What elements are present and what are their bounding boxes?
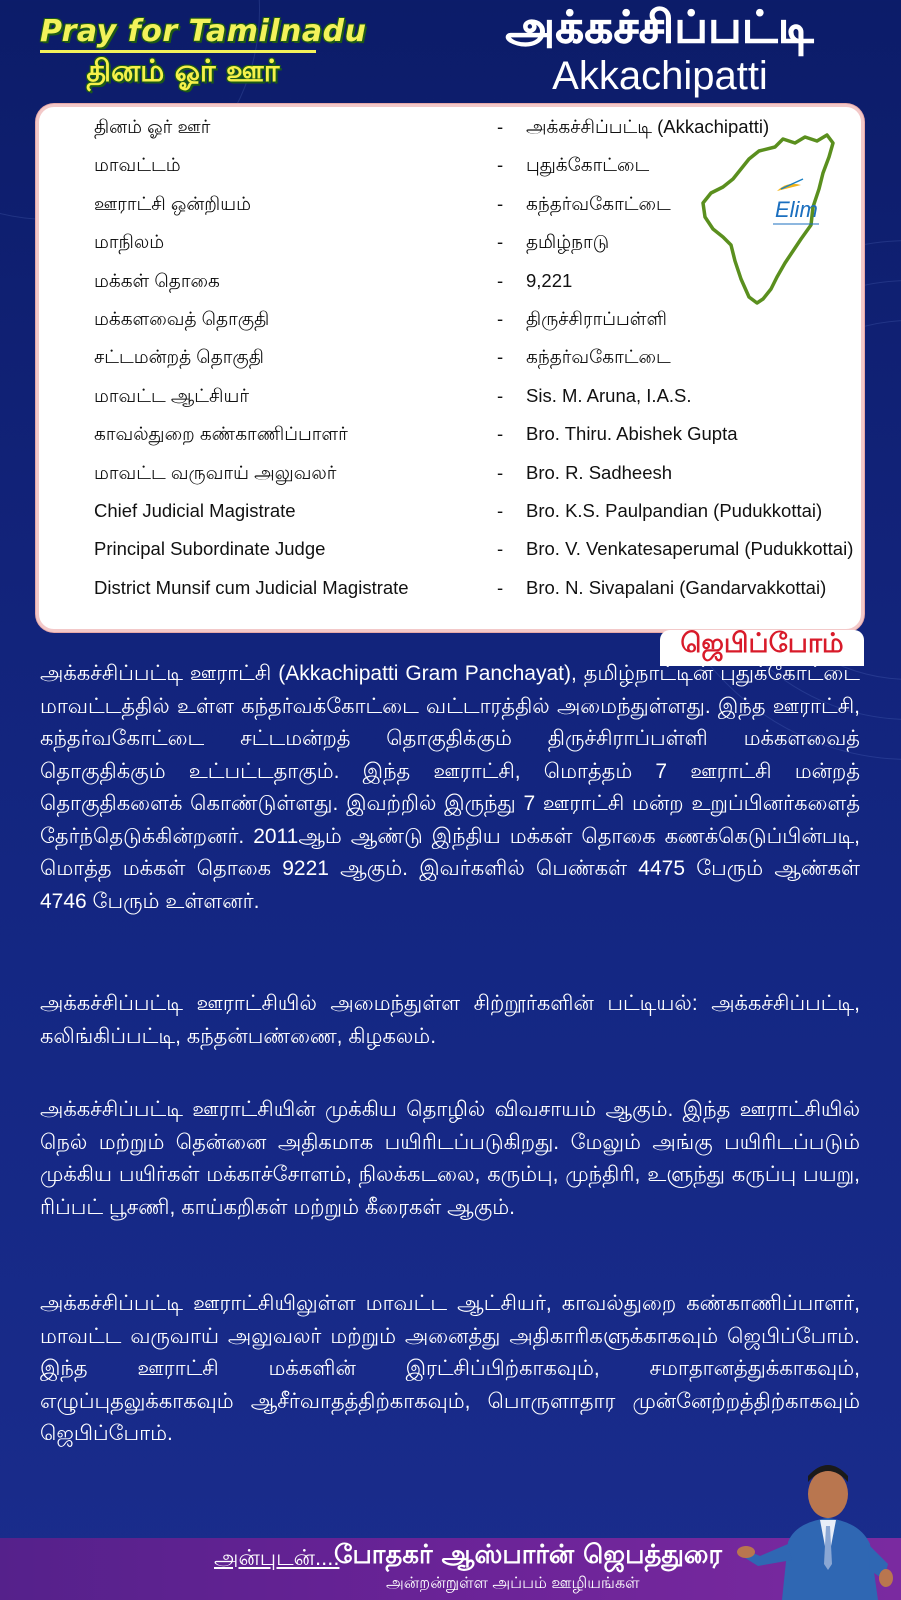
info-label: தினம் ஓர் ஊர் — [94, 116, 211, 137]
info-value: Bro. R. Sadheesh — [526, 461, 673, 483]
info-separator: - — [497, 154, 504, 176]
info-value: Sis. M. Aruna, I.A.S. — [526, 384, 692, 406]
elim-logo-text: Elim — [775, 197, 818, 222]
info-value: Bro. N. Sivapalani (Gandarvakkottai) — [526, 576, 827, 598]
info-value: கந்தர்வகோட்டை — [526, 192, 671, 214]
paragraph-hamlets: அக்கச்சிப்பட்டி ஊராட்சியில் அமைந்துள்ள சிற்றூர்களின் பட்டியல்: அக்கச்சிப்பட்டி, கலிங்கிப்பட்டி, கந்தன்பண்ணை, கிழகலம். — [40, 992, 860, 1048]
info-separator: - — [497, 231, 504, 253]
info-row — [94, 385, 854, 415]
info-value: திருச்சிராப்பள்ளி — [526, 308, 667, 329]
village-name-tamil: அக்கச்சிப்பட்டி — [505, 2, 815, 53]
info-separator: - — [497, 192, 504, 214]
info-label: District Munsif cum Judicial Magistrate — [94, 576, 409, 598]
info-value: புதுக்கோட்டை — [526, 154, 650, 176]
info-row — [94, 346, 854, 376]
info-separator: - — [497, 576, 504, 598]
village-name-english: Akkachipatti — [552, 54, 768, 98]
pastor-name: போதகர் ஆஸ்பார்ன் ஜெபத்துரை — [334, 1540, 722, 1570]
info-value: Bro. K.S. Paulpandian (Pudukkottai) — [526, 500, 823, 521]
daily-village-title: தினம் ஓர் ஊர் — [86, 54, 280, 89]
prayer-badge: ஜெபிப்போம் — [680, 628, 844, 659]
info-label: Principal Subordinate Judge — [94, 538, 326, 560]
header — [0, 0, 901, 104]
info-row — [94, 193, 854, 223]
info-value: 9,221 — [526, 269, 573, 291]
info-separator: - — [497, 538, 504, 560]
info-label: ஊராட்சி ஒன்றியம் — [94, 192, 251, 214]
pray-for-tamilnadu-title: Pray for Tamilnadu — [40, 14, 367, 49]
info-value: தமிழ்நாடு — [526, 231, 610, 253]
info-row — [94, 116, 854, 146]
info-row — [94, 500, 854, 530]
info-separator: - — [497, 384, 504, 406]
pastor-photo — [736, 1452, 901, 1600]
info-label: மாவட்ட வருவாய் அலுவலர் — [94, 461, 337, 483]
info-separator: - — [497, 308, 504, 329]
info-separator: - — [497, 346, 504, 368]
ministry-name: அன்றன்றுள்ள அப்பம் ஊழியங்கள் — [386, 1575, 640, 1592]
info-row — [94, 577, 854, 607]
info-row — [94, 538, 854, 568]
info-value: அக்கச்சிப்பட்டி (Akkachipatti) — [526, 116, 770, 137]
info-row — [94, 462, 854, 492]
info-label: மக்களவைத் தொகுதி — [94, 308, 270, 329]
title-underline — [40, 50, 316, 53]
info-row — [94, 423, 854, 453]
info-separator: - — [497, 423, 504, 445]
info-separator: - — [497, 116, 504, 137]
paragraph-prayer: அக்கச்சிப்பட்டி ஊராட்சியிலுள்ள மாவட்ட ஆட்சியர், காவல்துறை கண்காணிப்பாளர், மாவட்ட வருவாய் அலுவலர் மற்றும் அனைத்து அதிகாரிகளுக்காகவும் ஜெபிப்போம். இந்த ஊராட்சி மக்களின் இரட்சிப்பிற்காகவும், சமாதானத்துக்காகவும், எழுப்புதலுக்காகவும் ஆசீர்வாதத்திற்காகவும், பொருளாதார முன்னேற்றத்திற்காகவும் ஜெபிப்போம். — [40, 1292, 860, 1445]
info-label: காவல்துறை கண்காணிப்பாளர் — [94, 423, 348, 445]
info-value: கந்தர்வகோட்டை — [526, 346, 671, 368]
paragraph-agriculture: அக்கச்சிப்பட்டி ஊராட்சியின் முக்கிய தொழில் விவசாயம் ஆகும். இந்த ஊராட்சியில் நெல் மற்றும் தென்னை அதிகமாக பயிரிடப்படுகிறது. மேலும் அங்கு பயிரிடப்படும் முக்கிய பயிர்கள் மக்காச்சோளம், நிலக்கடலை, கரும்பு, முந்திரி, உளுந்து கருப்பு பயறு, ரிப்பட் பூசணி, காய்கறிகள் மற்றும் கீரைகள் ஆகும். — [40, 1098, 860, 1219]
info-row — [94, 270, 854, 300]
info-label: Chief Judicial Magistrate — [94, 500, 296, 521]
paragraph-overview: அக்கச்சிப்பட்டி ஊராட்சி (Akkachipatti Gram Panchayat), தமிழ்நாட்டின் புதுக்கோட்டை மாவட்டத்தில் உள்ள கந்தர்வக்கோட்டை வட்டாரத்தில் அமைந்துள்ளது. இந்த ஊராட்சி, கந்தர்வகோட்டை சட்டமன்றத் தொகுதிக்கும் திருச்சிராப்பள்ளி மக்களவைத் தொகுதிக்கும் உட்பட்டதாகும். இந்த ஊராட்சி, மொத்தம் 7 ஊராட்சி மன்றத் தொகுதிகளைக் கொண்டுள்ளது. இவற்றில் இருந்து 7 ஊராட்சி மன்ற உறுப்பினர்களைத் தேர்ந்தெடுக்கின்றனர். 2011ஆம் ஆண்டு இந்திய மக்கள் தொகை கணக்கெடுப்பின்படி, மொத்த மக்கள் தொகை 9221 ஆகும். இவர்களில் பெண்கள் 4475 பேரும் ஆண்கள் 4746 பேரும் உள்ளனர். — [40, 662, 860, 913]
info-label: மாவட்டம் — [94, 154, 181, 176]
info-separator: - — [497, 269, 504, 291]
info-row — [94, 231, 854, 261]
info-value: Bro. V. Venkatesaperumal (Pudukkottai) — [526, 538, 854, 560]
footer-intro: அன்புடன்.... — [214, 1545, 340, 1570]
info-row — [94, 154, 854, 184]
info-label: மாநிலம் — [94, 231, 165, 253]
info-label: சட்டமன்றத் தொகுதி — [94, 346, 264, 368]
info-separator: - — [497, 461, 504, 483]
info-row — [94, 308, 854, 338]
info-label: மக்கள் தொகை — [94, 269, 220, 291]
info-label: மாவட்ட ஆட்சியர் — [94, 384, 249, 406]
info-value: Bro. Thiru. Abishek Gupta — [526, 423, 738, 445]
info-separator: - — [497, 500, 504, 521]
